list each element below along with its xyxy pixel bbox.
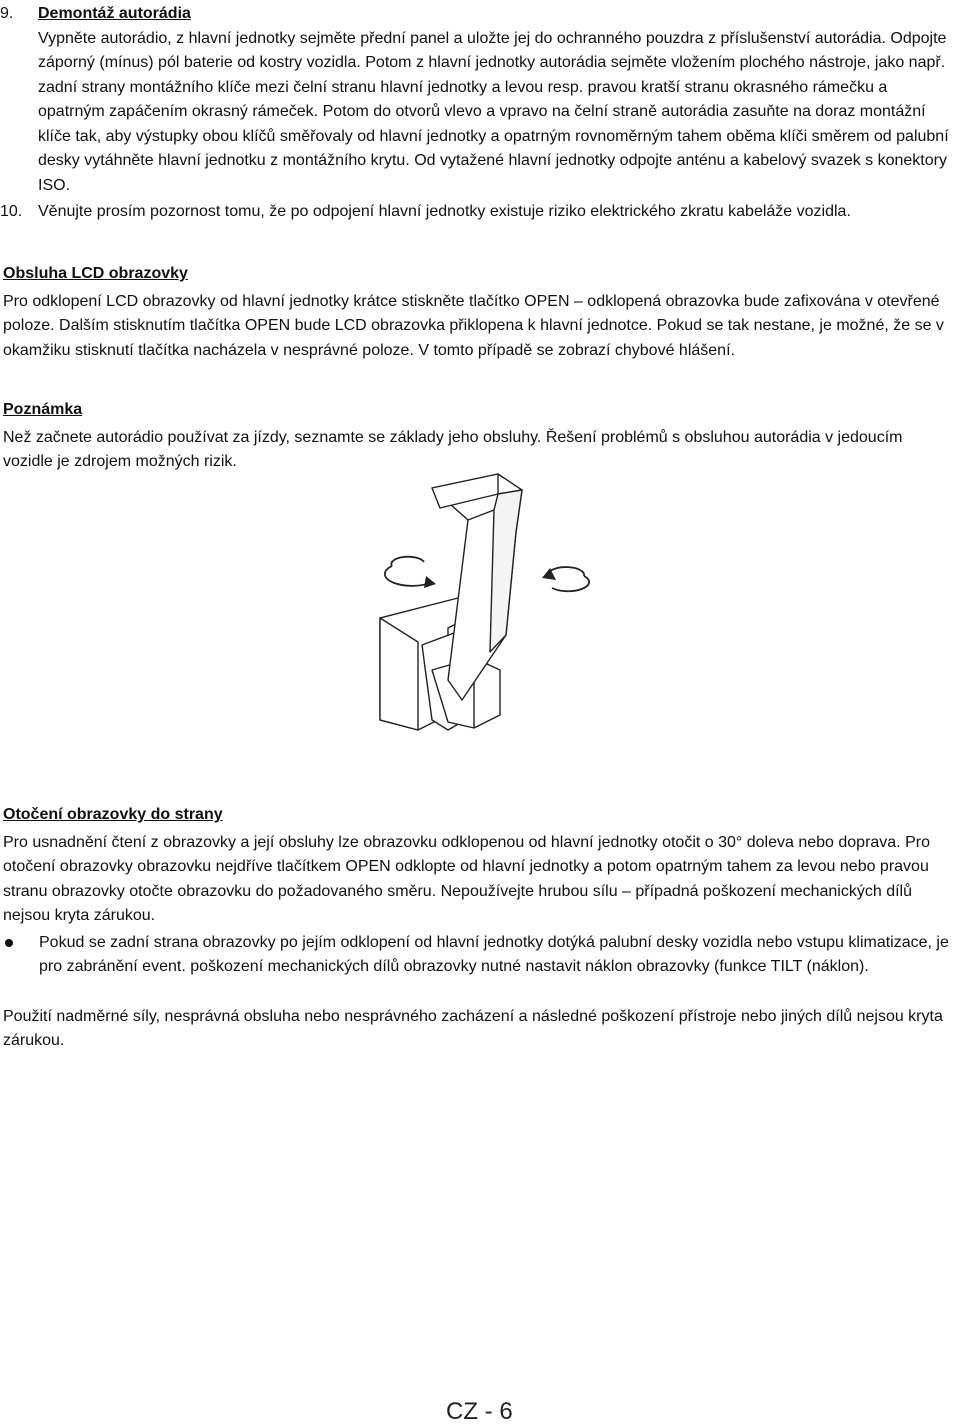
lcd-text: Pro odklopení LCD obrazovky od hlavní jednotky krátce stiskněte tlačítko OPEN – odklopená obrazovka bude zafixována v otevřené poloze. Dalším stisknutím tlačítka OPEN bude LCD obrazovka přiklopena k hlavní jednotce. Pokud se tak nestane, je možné, že se v okamžiku stisknutí tlačítka nacházela v nesprávné poloze. V tomto případě se zobrazí chybové hlášení. [3, 292, 944, 359]
bullet-icon [3, 931, 39, 980]
step-9-number: 9. [0, 5, 14, 22]
note-section [3, 398, 953, 475]
rotate-text: Pro usnadnění čtení z obrazovky a její obsluhy lze obrazovku odklopenou od hlavní jednotky otočit o 30° doleva nebo doprava. Pro otočení obrazovky obrazovku nejdříve tlačítkem OPEN odklopte od hlavní jednotky a potom opatrným tahem za levou nebo pravou stranu obrazovky otočte obrazovku do požadovaného směru. Nepoužívejte hrubou sílu – případná poškození mechanických dílů nejsou kryta zárukou. [3, 833, 930, 924]
step-10-text: Věnujte prosím pozornost tomu, že po odpojení hlavní jednotky existuje riziko elektrického zkratu kabeláže vozidla. [38, 203, 851, 220]
rotate-bullet [3, 931, 953, 980]
step-10 [0, 200, 950, 225]
rotate-left-arrow-icon [385, 557, 432, 586]
page-number: CZ - 6 [446, 1398, 513, 1425]
note-text: Než začnete autorádio používat za jízdy, seznamte se základy jeho obsluhy. Řešení problémů s obsluhou autorádia v jedoucím vozidle je zdrojem možných rizik. [3, 428, 903, 470]
rotate-heading: Otočení obrazovky do strany [3, 806, 223, 823]
step-9-title: Demontáž autorádia [38, 5, 191, 22]
lcd-heading: Obsluha LCD obrazovky [3, 265, 188, 282]
rotate-warning: Použití nadměrné síly, nesprávná obsluha nebo nesprávného zacházení a následné poškození přístroje nebo jiných dílů nejsou kryta zárukou. [3, 1007, 943, 1049]
rotate-section [3, 803, 953, 1054]
arrow-head-left [424, 576, 436, 588]
step-9 [0, 2, 950, 198]
screen-rotation-illustration [370, 470, 600, 760]
step-9-text: Vypněte autorádio, z hlavní jednotky sejměte přední panel a uložte jej do ochranného pouzdra z příslušenství autorádia. Odpojte záporný (mínus) pól baterie od kostry vozidla. Potom z hlavní jednotky autorádia sejměte vložením plochého nástroje, jako např. zadní strany montážního klíče mezi čelní stranu hlavní jednotky a levou resp. pravou kratší stranu okrasného rámečku a opatrným zapáčením okrasný rámeček. Potom do otvorů vlevo a vpravo na čelní straně autorádia zasuňte na doraz montážní klíče tak, aby výstupky obou klíčů směřovaly od hlavní jednotky a opatrným rovnoměrným tahem oběma klíči směrem od palubní desky vytáhněte hlavní jednotku z montážního krytu. Od vytažené hlavní jednotky odpojte anténu a kabelový svazek s konektory ISO. [38, 29, 949, 194]
note-heading: Poznámka [3, 401, 83, 418]
step-10-number: 10. [0, 203, 23, 220]
lcd-section [3, 262, 953, 363]
rotate-bullet-text: Pokud se zadní strana obrazovky po jejím odklopení od hlavní jednotky dotýká palubní desky vozidla nebo vstupu klimatizace, je pro zabránění event. poškození mechanických dílů obrazovky nutné nastavit náklon obrazovky (funkce TILT (náklon). [39, 933, 949, 975]
